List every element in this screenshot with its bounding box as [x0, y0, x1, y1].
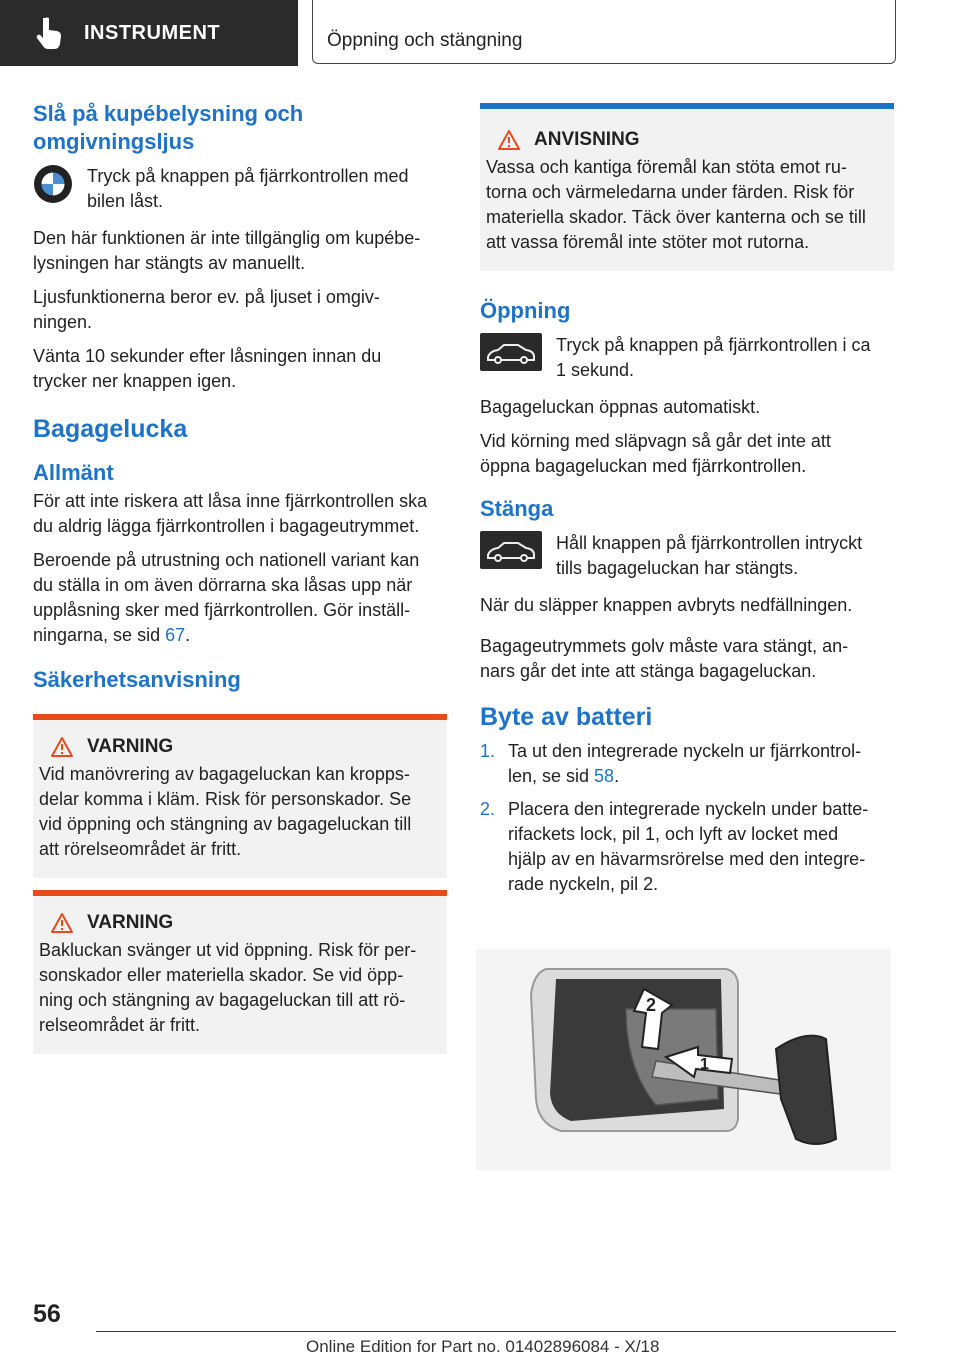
header-chapter-tab [312, 0, 896, 64]
paragraph: Ljusfunktionerna beror ev. på ljuset i omgiv- ningen. [33, 287, 380, 332]
arrow-2-label: 2 [646, 995, 657, 1015]
header-chapter-label: Öppning och stängning [327, 30, 523, 51]
close-instruction-text: Håll knappen på fjärrkontrollen intryckt tills bagageluckan har stängts. [556, 533, 863, 578]
notice-title: ANVISNING [534, 129, 640, 150]
key-fob-illustration [476, 949, 891, 1170]
header-section-tab [0, 0, 298, 66]
heading-general: Allmänt [33, 460, 114, 485]
paragraph: Beroende på utrustning och nationell variant kan du ställa in om även dörrarna ska låsas upp när upplåsning sker med fjärrkontrollen. Gör inställ- ningarna, se sid 67. [33, 550, 420, 645]
paragraph: Vänta 10 sekunder efter låsningen innan du trycker ner knappen igen. [33, 346, 382, 391]
right-column [480, 103, 894, 905]
trunk-button-icon [480, 333, 542, 371]
bmw-logo-icon [33, 164, 73, 204]
warning-box-2 [33, 890, 447, 1054]
heading-opening: Öppning [480, 298, 571, 323]
paragraph: Den här funktionen är inte tillgänglig om kupébe- lysningen har stängts av manuellt. [33, 228, 421, 273]
heading-battery: Byte av batteri [480, 703, 653, 731]
warning-title: VARNING [87, 912, 174, 933]
light-instruction-text: Tryck på knappen på fjärrkontrollen med bilen låst. [87, 166, 409, 211]
battery-steps [480, 739, 894, 897]
trunk-button-icon [480, 531, 542, 569]
paragraph: Vid körning med släpvagn så går det inte att öppna bagageluckan med fjärrkontrollen. [480, 431, 831, 476]
paragraph: När du släpper knappen avbryts nedfällningen. [480, 595, 853, 615]
warning-title: VARNING [87, 736, 174, 757]
open-instruction-text: Tryck på knappen på fjärrkontrollen i ca 1 sekund. [556, 335, 871, 380]
heading-safety: Säkerhetsanvisning [33, 667, 241, 692]
notice-text: Vassa och kantiga föremål kan stöta emot ru- torna och värmeledarna under färden. Risk för materiella skador. Täck över kanterna och se till att vassa föremål inte stöter mot rutorna. [486, 157, 866, 252]
light-button-instruction [33, 164, 447, 214]
heading-trunk: Bagagelucka [33, 415, 188, 443]
footer-divider [96, 1331, 896, 1332]
list-item: 2. Placera den integrerade nyckeln under batte- rifackets lock, pil 1, och lyft av locket med hjälp av en hävarmsrörelse med den integre- rade nyckeln, pil 2. [480, 799, 869, 894]
warning-text: Vid manövrering av bagageluckan kan kropps- delar komma i kläm. Risk för personskador. Se vid öppning och stängning av bagageluckan till att rörelseområdet är fritt. [39, 764, 412, 859]
footer-edition: Online Edition for Part no. 01402896084 - X/18 [306, 1337, 660, 1356]
page-number: 56 [33, 1300, 61, 1328]
paragraph: Bagageluckan öppnas automatiskt. [480, 397, 761, 417]
heading-closing: Stänga [480, 496, 554, 521]
warning-text: Bakluckan svänger ut vid öppning. Risk för per- sonskador eller materiella skador. Se vid öpp- ning och stängning av bagageluckan till att rö- relseområdet är fritt. [39, 940, 417, 1035]
header-section-label: INSTRUMENT [84, 21, 221, 44]
open-button-instruction [480, 333, 894, 383]
page-link-67[interactable]: 67 [165, 625, 186, 645]
left-column [33, 100, 447, 1054]
close-button-instruction [480, 531, 894, 581]
hand-pointer-icon [36, 16, 64, 50]
paragraph: Bagageutrymmets golv måste vara stängt, an- nars går det inte att stänga bagageluckan. [480, 636, 849, 681]
heading-interior-light: Slå på kupébelysning och omgivningsljus [33, 101, 304, 154]
warning-triangle-icon [51, 913, 73, 933]
paragraph: För att inte riskera att låsa inne fjärrkontrollen ska du aldrig lägga fjärrkontrollen i bagageutrymmet. [33, 491, 428, 536]
notice-triangle-icon [498, 130, 520, 150]
arrow-1-label: 1 [700, 1056, 709, 1073]
page-link-58[interactable]: 58 [594, 766, 615, 786]
list-item: 1. Ta ut den integrerade nyckeln ur fjärrkontrol- len, se sid 58. [480, 741, 862, 786]
warning-box-1 [33, 714, 447, 878]
notice-box [480, 103, 894, 271]
battery-figure [476, 949, 891, 1170]
warning-triangle-icon [51, 737, 73, 757]
